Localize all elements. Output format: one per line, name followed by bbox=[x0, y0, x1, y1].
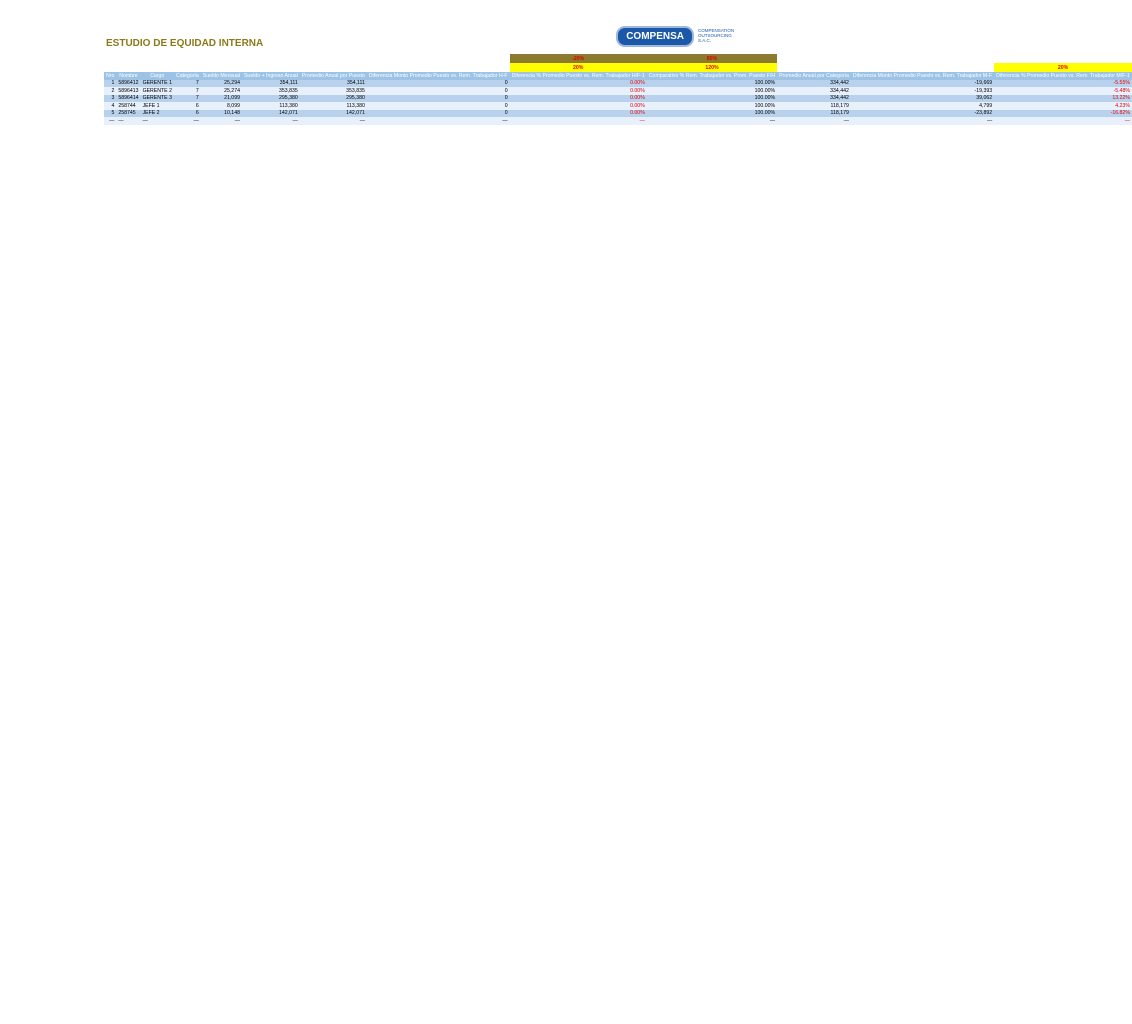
column-header: Diferencia % Promedio Puesto vs. Rem. Trabajador M/F-1 bbox=[996, 72, 1130, 79]
cell-dp: 0.00% bbox=[510, 102, 647, 110]
cell-dp2: -16.82% bbox=[994, 110, 1132, 118]
cell-nombre: 258744 bbox=[116, 102, 140, 110]
cell-pc: 118,179 bbox=[777, 110, 851, 118]
column-header: Diferencia Monto Promedio Puesto vs. Rem. Trabajador H-F bbox=[368, 72, 508, 79]
cell-pa: — bbox=[300, 117, 367, 125]
cell-cargo: JEFE 2 bbox=[141, 110, 174, 118]
column-header: Promedio Anual por Puesto bbox=[301, 72, 365, 79]
cell-nro: 3 bbox=[104, 95, 116, 103]
cell-dp2: -5.48% bbox=[994, 87, 1132, 95]
cell-pa: 354,111 bbox=[300, 80, 367, 88]
cell-cp: — bbox=[647, 117, 777, 125]
cell-sm: 25,274 bbox=[201, 87, 242, 95]
cell-dp2: 13.22% bbox=[994, 95, 1132, 103]
cell-cat: 7 bbox=[174, 80, 201, 88]
pct-header-e: 20% bbox=[994, 63, 1132, 72]
cell-cat: 7 bbox=[174, 95, 201, 103]
cell-nro: 1 bbox=[104, 80, 116, 88]
table-row bbox=[104, 110, 1132, 118]
cell-cargo: GERENTE 1 bbox=[142, 80, 172, 87]
cell-dm: 0 bbox=[367, 110, 510, 118]
cell-dp: 0.00% bbox=[510, 95, 647, 103]
table-row bbox=[104, 102, 1132, 110]
cell-pc: 118,179 bbox=[777, 102, 851, 110]
cell-nombre: 258745 bbox=[116, 110, 140, 118]
cell-pc: 334,442 bbox=[777, 80, 851, 88]
cell-pa: 113,380 bbox=[300, 102, 367, 110]
cell-cargo: GERENTE 3 bbox=[142, 95, 172, 102]
table-body bbox=[104, 80, 1132, 125]
logo-tagline: COMPENSATION OUTSOURCING S.A.C. bbox=[698, 28, 735, 43]
column-header: Diferencia Monto Promedio Puesto vs. Rem. Trabajador M-F bbox=[852, 72, 993, 79]
cell-cat: 6 bbox=[174, 102, 201, 110]
cell-sm: 10,148 bbox=[201, 110, 242, 118]
cell-pa: 142,071 bbox=[300, 110, 367, 118]
cell-nro: — bbox=[104, 117, 116, 125]
column-header: Sueldo Mensual bbox=[202, 72, 240, 79]
table-row bbox=[104, 80, 1132, 88]
logo-badge: COMPENSA bbox=[616, 26, 694, 47]
cell-nombre: — bbox=[116, 117, 140, 125]
cell-dm: 0 bbox=[367, 95, 510, 103]
cell-sa: 354,111 bbox=[242, 80, 300, 88]
cell-cat: 7 bbox=[174, 87, 201, 95]
cell-sa: 353,835 bbox=[242, 87, 300, 95]
cell-dm2: 39,062 bbox=[851, 95, 994, 103]
cell-cp: 100.00% bbox=[647, 95, 777, 103]
cell-nombre: 5896414 bbox=[118, 95, 139, 102]
cell-sa: 295,380 bbox=[242, 95, 300, 103]
table-row bbox=[104, 87, 1132, 95]
column-header: Diferencia % Promedio Puesto vs. Rem. Trabajador H/F-1 bbox=[511, 72, 645, 79]
report-page bbox=[0, 0, 1130, 512]
cell-pa: 295,380 bbox=[300, 95, 367, 103]
cell-dm2: — bbox=[851, 117, 994, 125]
pct-header-c: 20% bbox=[510, 63, 647, 72]
column-header-row bbox=[104, 72, 1132, 80]
table-row bbox=[104, 117, 1132, 125]
pct-header-row-2 bbox=[104, 63, 1132, 72]
cell-dm: 0 bbox=[367, 102, 510, 110]
cell-cargo: JEFE 1 bbox=[141, 102, 174, 110]
pct-header-a: -20% bbox=[510, 54, 647, 63]
cell-sa: 142,071 bbox=[242, 110, 300, 118]
cell-dp: — bbox=[510, 117, 647, 125]
column-header: Promedio Anual por Categoría bbox=[779, 72, 849, 79]
cell-sa: 113,380 bbox=[242, 102, 300, 110]
column-header: Categoría bbox=[175, 72, 199, 79]
cell-sm: — bbox=[201, 117, 242, 125]
cell-cp: 100.00% bbox=[647, 110, 777, 118]
cell-nro: 5 bbox=[104, 110, 116, 118]
cell-sm: 21,099 bbox=[201, 95, 242, 103]
cell-dp2: 4.23% bbox=[994, 102, 1132, 110]
cell-cargo: GERENTE 2 bbox=[142, 87, 172, 94]
cell-dm2: -19,393 bbox=[851, 87, 994, 95]
cell-pc: — bbox=[777, 117, 851, 125]
cell-sa: — bbox=[242, 117, 300, 125]
column-header: Comparativo % Rem. Trabajador vs. Prom. Puesto F/H bbox=[648, 72, 776, 79]
cell-pc: 334,442 bbox=[777, 95, 851, 103]
cell-cp: 100.00% bbox=[647, 80, 777, 88]
cell-dm2: -19,669 bbox=[851, 80, 994, 88]
cell-dp2: — bbox=[994, 117, 1132, 125]
cell-pa: 353,835 bbox=[300, 87, 367, 95]
cell-dm2: 4,799 bbox=[851, 102, 994, 110]
cell-cp: 100.00% bbox=[647, 87, 777, 95]
pct-header-d: 120% bbox=[647, 63, 777, 72]
page-title: ESTUDIO DE EQUIDAD INTERNA bbox=[106, 38, 264, 49]
cell-nombre: 5896413 bbox=[118, 87, 139, 94]
pct-header-row bbox=[104, 54, 1132, 63]
cell-dp: 0.00% bbox=[510, 80, 647, 88]
cell-cat: 6 bbox=[174, 110, 201, 118]
cell-sm: 25,294 bbox=[201, 80, 242, 88]
cell-dm: — bbox=[367, 117, 510, 125]
cell-nro: 4 bbox=[104, 102, 116, 110]
column-header: Cargo bbox=[141, 72, 174, 80]
cell-cat: — bbox=[174, 117, 201, 125]
column-header: Nro bbox=[106, 72, 115, 79]
cell-sm: 8,099 bbox=[201, 102, 242, 110]
equity-table bbox=[104, 54, 1132, 125]
cell-dm2: -23,892 bbox=[851, 110, 994, 118]
cell-dp: 0.00% bbox=[510, 110, 647, 118]
cell-dm: 0 bbox=[367, 80, 510, 88]
column-header: Nombre bbox=[116, 72, 140, 80]
company-logo bbox=[616, 26, 738, 47]
cell-cp: 100.00% bbox=[647, 102, 777, 110]
table-row bbox=[104, 95, 1132, 103]
cell-pc: 334,442 bbox=[777, 87, 851, 95]
column-header: Sueldo + Ingreso Anual bbox=[243, 72, 298, 79]
cell-dp2: -5.55% bbox=[994, 80, 1132, 88]
cell-nombre: 5896412 bbox=[118, 80, 139, 87]
cell-nro: 2 bbox=[104, 87, 116, 95]
cell-cargo: — bbox=[141, 117, 174, 125]
cell-dp: 0.00% bbox=[510, 87, 647, 95]
cell-dm: 0 bbox=[367, 87, 510, 95]
pct-header-b: 80% bbox=[647, 54, 777, 63]
